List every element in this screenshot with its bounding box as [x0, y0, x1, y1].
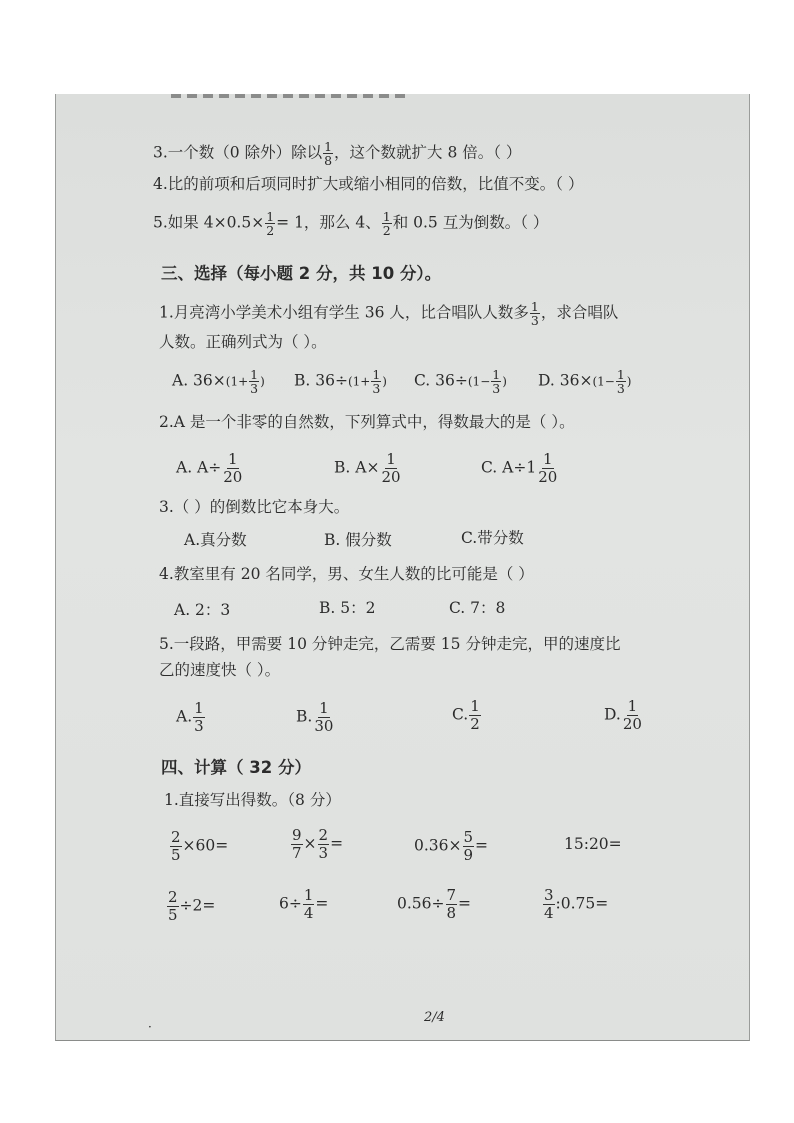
mc-question-4: 4.教室里有 20 名同学，男、女生人数的比可能是（ ）	[159, 565, 534, 583]
mc-q1-option-d: D. 36×(1− $\frac{1}{3}$ )	[538, 367, 632, 396]
calc-r1-e2: $\frac{9}{7}$ × $\frac{2}{3}$ =	[292, 826, 344, 862]
calc-r2-e4: $\frac{3}{4}$ :0.75=	[544, 886, 609, 922]
fraction: $\frac{1}{20}$	[622, 697, 642, 733]
mc-question-1: 1.月亮湾小学美术小组有学生 36 人，比合唱队人数多 $\frac{1}{3}$ ，求合唱队	[159, 299, 619, 328]
fraction: $\frac{1}{3}$	[492, 367, 501, 396]
calc-r2-e1: $\frac{2}{5}$ ÷2=	[168, 888, 216, 924]
mc-question-5: 5.一段路，甲需要 10 分钟走完，乙需要 15 分钟走完，甲的速度比	[159, 635, 621, 653]
fraction: $\frac{5}{9}$	[463, 828, 474, 864]
fraction: $\frac{1}{20}$	[381, 450, 401, 486]
tf-question-5: 5.如果 4×0.5× $\frac{1}{2}$ = 1，那么 4、 $\frac{1}{2}$ 和 0.5 互为倒数。（ ）	[153, 209, 549, 238]
fraction: $\frac{1}{3}$	[194, 699, 204, 735]
fraction: $\frac{1}{2}$	[382, 209, 391, 238]
calc-r1-e3: 0.36× $\frac{5}{9}$ =	[414, 828, 489, 864]
section-3-title: 三、选择（每小题 2 分，共 10 分）。	[161, 264, 442, 283]
mc-q3-option-a: A.真分数	[184, 531, 247, 549]
mc-q4-option-b: B. 5：2	[319, 599, 376, 617]
fraction: $\frac{1}{20}$	[223, 450, 243, 486]
fraction: $\frac{2}{3}$	[318, 826, 329, 862]
mc-q4-option-a: A. 2：3	[174, 601, 231, 619]
mc-q2-option-a: A. A÷ $\frac{1}{20}$	[176, 450, 243, 486]
page-number: 2/4	[424, 1010, 445, 1025]
fraction: $\frac{1}{30}$	[314, 699, 334, 735]
fraction: $\frac{3}{4}$	[544, 886, 554, 922]
tf-question-4: 4.比的前项和后项同时扩大或缩小相同的倍数，比值不变。（ ）	[153, 175, 584, 193]
fraction: $\frac{1}{3}$	[530, 299, 539, 328]
mc-question-1-line2: 人数。正确列式为（ ）。	[159, 333, 327, 351]
calc-r2-e2: 6÷ $\frac{1}{4}$ =	[279, 886, 329, 922]
mc-q5-option-c: C. $\frac{1}{2}$	[452, 697, 480, 733]
mc-q4-option-c: C. 7：8	[449, 599, 506, 617]
fraction: $\frac{1}{8}$	[324, 139, 333, 168]
fraction: $\frac{1}{3}$	[616, 367, 625, 396]
fraction: $\frac{9}{7}$	[292, 826, 302, 862]
mc-q1-option-a: A. 36×(1+ $\frac{1}{3}$ )	[172, 367, 265, 396]
mc-q3-option-b: B. 假分数	[324, 531, 392, 549]
fraction: $\frac{1}{4}$	[303, 886, 314, 922]
section-4-title: 四、计算（ 32 分）	[161, 758, 311, 777]
fraction: $\frac{2}{5}$	[168, 888, 178, 924]
calc-r2-e3: 0.56÷ $\frac{7}{8}$ =	[397, 886, 472, 922]
exam-page	[55, 94, 750, 1041]
mc-q1-option-c: C. 36÷(1− $\frac{1}{3}$ )	[414, 367, 507, 396]
mc-q5-option-d: D. $\frac{1}{20}$	[604, 697, 642, 733]
stray-mark: ·	[148, 1020, 152, 1034]
mc-question-3: 3.（ ）的倒数比它本身大。	[159, 498, 350, 516]
cropped-header-line	[171, 94, 411, 98]
mc-question-5-line2: 乙的速度快（ ）。	[159, 661, 281, 679]
mc-q5-option-b: B. $\frac{1}{30}$	[296, 699, 334, 735]
mc-q2-option-b: B. A× $\frac{1}{20}$	[334, 450, 401, 486]
mc-q2-option-c: C. A÷1 $\frac{1}{20}$	[481, 450, 558, 486]
tf-question-3: 3.一个数（0 除外）除以 $\frac{1}{8}$ ，这个数就扩大 8 倍。（ ）	[153, 139, 522, 168]
fraction: $\frac{2}{5}$	[171, 828, 181, 864]
mc-q5-option-a: A. $\frac{1}{3}$	[176, 699, 204, 735]
fraction: $\frac{1}{20}$	[538, 450, 558, 486]
section-4-subtitle: 1.直接写出得数。（8 分）	[164, 791, 341, 809]
fraction: $\frac{1}{2}$	[266, 209, 275, 238]
mc-q3-option-c: C.带分数	[461, 529, 524, 547]
mc-question-2: 2.A 是一个非零的自然数，下列算式中，得数最大的是（ ）。	[159, 413, 575, 431]
calc-r1-e1: $\frac{2}{5}$ ×60=	[171, 828, 229, 864]
fraction: $\frac{1}{3}$	[372, 367, 381, 396]
calc-r1-e4: 15:20=	[564, 835, 622, 853]
mc-q1-option-b: B. 36÷(1+ $\frac{1}{3}$ )	[294, 367, 387, 396]
fraction: $\frac{7}{8}$	[446, 886, 457, 922]
fraction: $\frac{1}{2}$	[470, 697, 480, 733]
fraction: $\frac{1}{3}$	[250, 367, 259, 396]
